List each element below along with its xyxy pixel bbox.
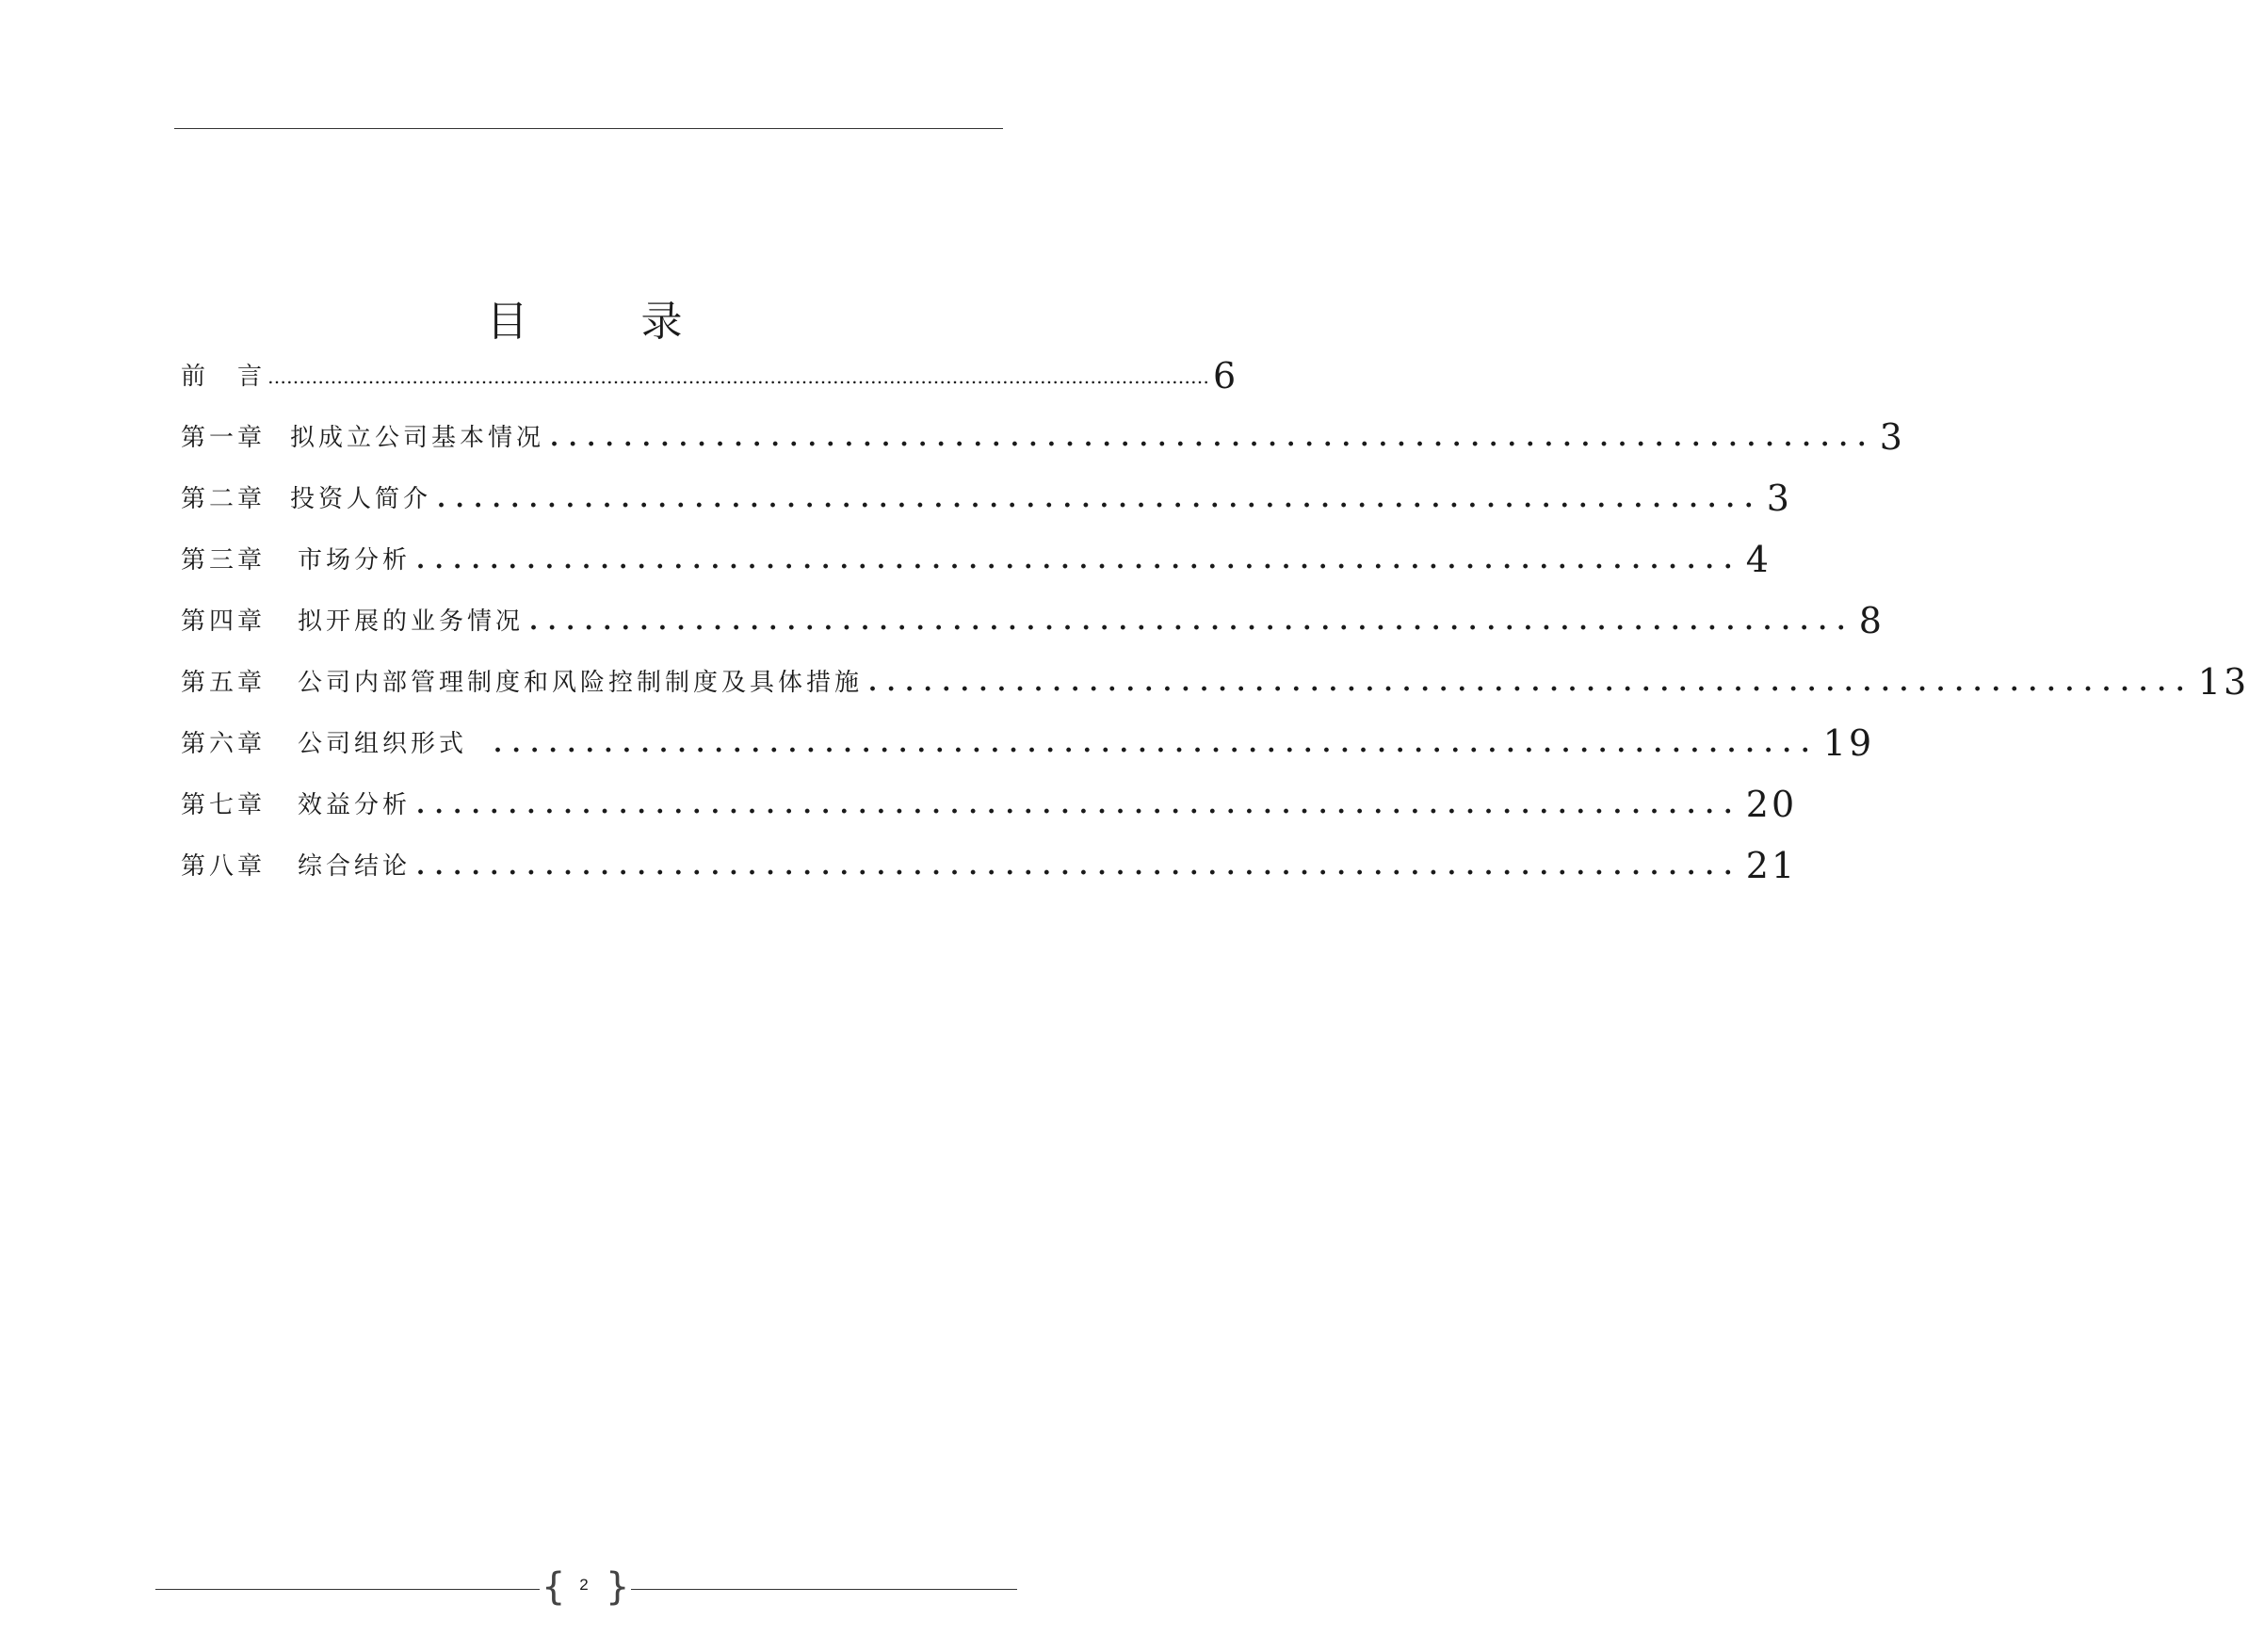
- toc-leader: ........................................................................: [529, 607, 1855, 636]
- page-footer: [155, 1559, 1017, 1609]
- toc-chapter: 第一章: [181, 424, 267, 452]
- toc-page-number: 4: [1745, 539, 1772, 580]
- toc-title: 效益分析: [298, 791, 412, 819]
- toc-chapter: 第七章: [181, 791, 267, 819]
- toc-leader: ........................................................................: [416, 791, 1742, 819]
- toc-entry-chapter-2[interactable]: [181, 457, 1792, 519]
- toc-title: 市场分析: [298, 546, 412, 575]
- toc-entry-chapter-3[interactable]: [181, 518, 1772, 580]
- toc-entry-preface[interactable]: [181, 334, 1239, 397]
- left-brace-icon: {: [542, 1565, 566, 1609]
- toc-page-number: 19: [1822, 722, 1875, 764]
- toc-title: 公司组织形式: [298, 730, 468, 758]
- toc-entry-chapter-6[interactable]: [181, 702, 1875, 764]
- toc-page-number: 13: [2197, 661, 2249, 703]
- toc-leader: ........................................................................: [416, 546, 1742, 575]
- toc-page-number: 3: [1766, 478, 1792, 519]
- toc-page-number: 21: [1745, 845, 1798, 886]
- toc-leader: ........................................................................: [868, 669, 2194, 697]
- toc-leader: ........................................................................: [437, 485, 1763, 513]
- toc-leader: ........................................................................: [493, 730, 1820, 758]
- toc-entry-chapter-1[interactable]: [181, 396, 1905, 458]
- toc-chapter: 第二章: [181, 485, 267, 513]
- toc-entry-chapter-4[interactable]: [181, 579, 1885, 641]
- toc-title: 公司内部管理制度和风险控制制度及具体措施: [298, 669, 864, 697]
- footer-rule-right: [631, 1589, 1017, 1590]
- toc-entry-chapter-8[interactable]: [181, 824, 1798, 886]
- toc-chapter: 第八章: [181, 852, 267, 881]
- toc-entry-chapter-5[interactable]: [181, 640, 2249, 703]
- toc-title: 综合结论: [298, 852, 412, 881]
- footer-rule-left: [155, 1589, 540, 1590]
- toc-entry-chapter-7[interactable]: [181, 763, 1798, 825]
- toc-page-number: 8: [1858, 600, 1885, 641]
- toc-title: 拟成立公司基本情况: [290, 424, 545, 452]
- toc-title: 言: [237, 363, 267, 391]
- table-of-contents: [181, 334, 2249, 886]
- title-char-1: 目: [486, 298, 528, 347]
- toc-chapter: 第六章: [181, 730, 267, 758]
- toc-page-number: 6: [1213, 355, 1239, 397]
- toc-title: 拟开展的业务情况: [298, 607, 525, 636]
- toc-leader: ........................................................................: [416, 852, 1742, 881]
- toc-page-number: 3: [1879, 416, 1905, 458]
- toc-chapter: 第四章: [181, 607, 267, 636]
- header-rule: [174, 128, 1003, 129]
- toc-chapter: 前: [181, 363, 210, 391]
- toc-leader: ……………………………………………………………………………………………………………………………………: [267, 365, 1210, 388]
- title-char-2: 录: [640, 298, 683, 347]
- toc-title: 投资人简介: [290, 485, 432, 513]
- toc-page-number: 20: [1745, 784, 1798, 825]
- toc-chapter: 第五章: [181, 669, 267, 697]
- right-brace-icon: }: [606, 1565, 630, 1609]
- footer-page-number: 2: [579, 1576, 589, 1594]
- toc-leader: ........................................................................: [550, 424, 1876, 452]
- toc-chapter: 第三章: [181, 546, 267, 575]
